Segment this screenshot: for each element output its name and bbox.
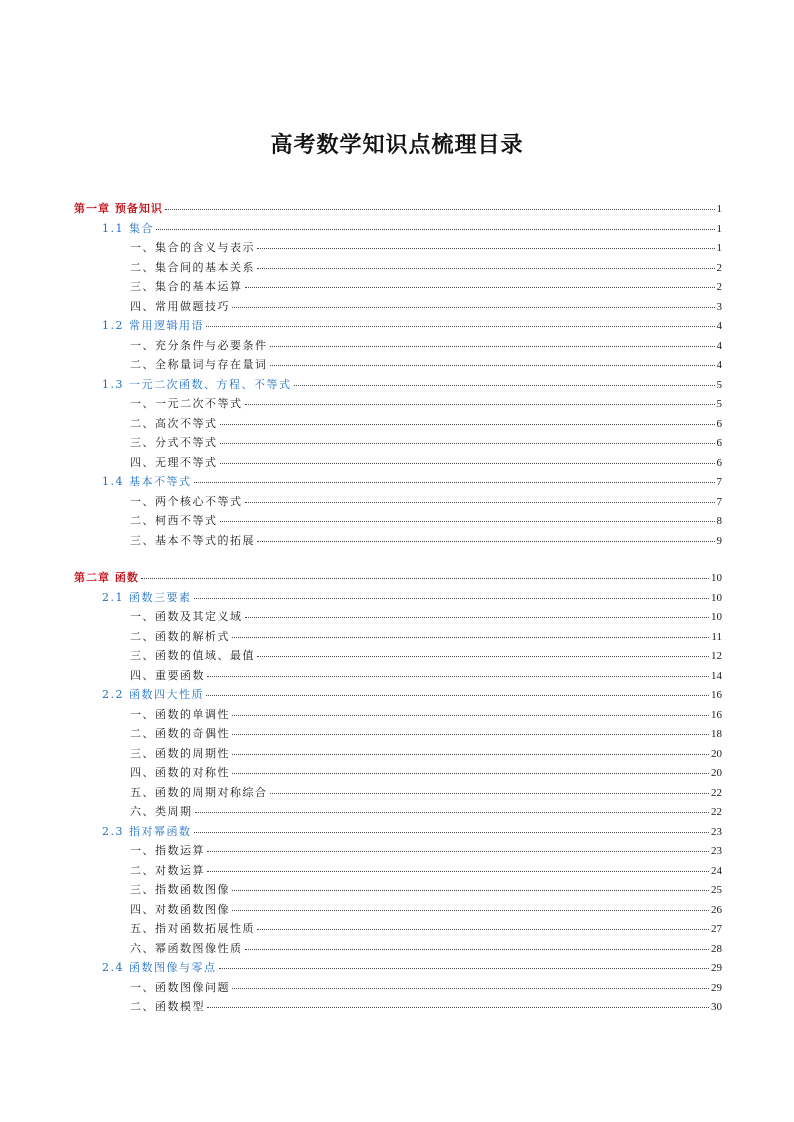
toc-entry-label: 三、分式不等式: [130, 436, 218, 449]
dot-leader: [194, 482, 715, 483]
toc-entry-label: 一、一元二次不等式: [130, 397, 243, 410]
dot-leader: [207, 1007, 709, 1008]
dot-leader: [257, 656, 709, 657]
toc-entry-label: 一、充分条件与必要条件: [130, 338, 268, 352]
toc-page-number: 4: [716, 339, 722, 352]
toc-page-number: 7: [716, 476, 722, 488]
dot-leader: [232, 307, 715, 308]
toc-section-entry[interactable]: [102, 378, 722, 392]
dot-leader: [195, 812, 710, 813]
toc-item-entry[interactable]: [130, 339, 722, 353]
toc-entry-label: 六、幂函数图像性质: [130, 941, 243, 955]
toc-entry-label: 三、指数函数图像: [130, 883, 230, 896]
dot-leader: [294, 385, 715, 386]
toc-entry-label: 三、函数的周期性: [130, 746, 230, 760]
toc-entry-label: 二、高次不等式: [130, 416, 218, 430]
dot-leader: [232, 637, 709, 638]
dot-leader: [257, 541, 715, 542]
page-title: 高考数学知识点梳理目录: [270, 132, 524, 158]
dot-leader: [257, 248, 715, 249]
toc-entry-label: 二、函数的解析式: [130, 629, 230, 643]
toc-item-entry[interactable]: [130, 436, 722, 450]
toc-item-entry[interactable]: [130, 883, 722, 897]
toc-page-number: 23: [711, 825, 722, 838]
toc-page-number: 4: [716, 359, 722, 371]
toc-page-number: 16: [711, 708, 722, 721]
toc-page-number: 10: [711, 591, 722, 604]
dot-leader: [207, 676, 709, 677]
toc-page-number: 11: [711, 630, 722, 643]
toc-page-number: 16: [711, 689, 722, 701]
toc-page-number: 1: [716, 203, 722, 215]
toc-page-number: 3: [716, 300, 722, 313]
toc-page-number: 8: [716, 515, 722, 527]
toc-page-number: 1: [716, 242, 722, 254]
toc-item-entry[interactable]: [130, 649, 722, 663]
toc-entry-label: 二、函数模型: [130, 1000, 205, 1013]
toc-page-number: 1: [716, 222, 722, 235]
toc-page-number: 24: [711, 864, 722, 877]
toc-page-number: 30: [711, 1001, 722, 1013]
dot-leader: [207, 871, 709, 872]
toc-page-number: 22: [711, 786, 722, 799]
toc-item-entry[interactable]: [130, 241, 722, 255]
toc-section-entry[interactable]: [102, 688, 722, 702]
toc-page-number: 6: [716, 437, 722, 449]
toc-page-number: 12: [711, 650, 722, 662]
dot-leader: [245, 949, 710, 950]
toc-item-entry[interactable]: [130, 630, 722, 644]
dot-leader: [232, 910, 709, 911]
toc-entry-label: 一、指数运算: [130, 844, 205, 857]
dot-leader: [245, 404, 715, 405]
toc-page-number: 27: [711, 923, 722, 935]
toc-page-number: 5: [716, 398, 722, 410]
dot-leader: [245, 502, 715, 503]
toc-page-number: 23: [711, 845, 722, 857]
dot-leader: [141, 578, 709, 579]
toc-entry-label: 五、指对函数拓展性质: [130, 922, 255, 935]
toc-section-entry[interactable]: [102, 961, 722, 975]
toc-item-entry[interactable]: [130, 903, 722, 917]
dot-leader: [206, 695, 709, 696]
dot-leader: [245, 287, 715, 288]
toc-entry-label: 二、对数运算: [130, 863, 205, 877]
toc-page-number: 4: [716, 320, 722, 332]
toc-page-number: 20: [711, 767, 722, 779]
toc-entry-label: 四、函数的对称性: [130, 766, 230, 779]
toc-page-number: 14: [711, 669, 722, 682]
toc-entry-label: 六、类周期: [130, 805, 193, 818]
dot-leader: [245, 617, 710, 618]
toc-item-entry[interactable]: [130, 495, 722, 509]
toc-item-entry[interactable]: [130, 514, 722, 528]
toc-item-entry[interactable]: [130, 669, 722, 683]
toc-page-number: 7: [716, 495, 722, 508]
dot-leader: [220, 521, 715, 522]
toc-entry-label: 三、函数的值域、最值: [130, 649, 255, 662]
dot-leader: [232, 988, 709, 989]
toc-page-number: 9: [716, 534, 722, 547]
toc-entry-label: 二、函数的奇偶性: [130, 727, 230, 740]
dot-leader: [232, 715, 709, 716]
toc-entry-label: 1.2 常用逻辑用语: [102, 319, 204, 332]
toc-item-entry[interactable]: [130, 786, 722, 800]
toc-entry-label: 一、函数的单调性: [130, 707, 230, 721]
toc-entry-label: 四、无理不等式: [130, 455, 218, 469]
toc-chapter-entry[interactable]: [74, 202, 722, 216]
toc-item-entry[interactable]: [130, 417, 722, 431]
toc-page-number: 29: [711, 962, 722, 974]
toc-page-number: 10: [711, 572, 722, 584]
toc-item-entry[interactable]: [130, 747, 722, 761]
dot-leader: [220, 463, 715, 464]
toc-section-entry[interactable]: [102, 825, 722, 839]
toc-entry-label: 一、两个核心不等式: [130, 494, 243, 508]
toc-entry-label: 三、基本不等式的拓展: [130, 533, 255, 547]
toc-item-entry[interactable]: [130, 397, 722, 411]
toc-item-entry[interactable]: [130, 358, 722, 372]
dot-leader: [220, 443, 715, 444]
toc-page-number: 28: [711, 942, 722, 955]
toc-item-entry[interactable]: [130, 864, 722, 878]
dot-leader: [232, 734, 709, 735]
toc-item-entry[interactable]: [130, 300, 722, 314]
toc-page-number: 26: [711, 903, 722, 916]
toc-entry-label: 1.3 一元二次函数、方程、不等式: [102, 377, 292, 391]
toc-item-entry[interactable]: [130, 981, 722, 995]
toc-chapter-entry[interactable]: [74, 571, 722, 585]
toc-entry-label: 第二章 函数: [74, 571, 139, 584]
dot-leader: [232, 890, 709, 891]
toc-item-entry[interactable]: [130, 708, 722, 722]
toc-entry-label: 一、集合的含义与表示: [130, 241, 255, 254]
dot-leader: [194, 832, 710, 833]
toc-page-number: 2: [716, 261, 722, 274]
toc-page-number: 5: [716, 378, 722, 391]
toc-page-number: 6: [716, 417, 722, 430]
dot-leader: [206, 326, 715, 327]
toc-item-entry[interactable]: [130, 534, 722, 548]
toc-item-entry[interactable]: [130, 942, 722, 956]
dot-leader: [156, 229, 715, 230]
toc-item-entry[interactable]: [130, 280, 722, 294]
toc-entry-label: 四、对数函数图像: [130, 902, 230, 916]
toc-entry-label: 第一章 预备知识: [74, 202, 163, 215]
toc-page-number: 20: [711, 747, 722, 760]
dot-leader: [257, 929, 709, 930]
toc-section-entry[interactable]: [102, 319, 722, 333]
toc-entry-label: 四、重要函数: [130, 668, 205, 682]
toc-item-entry[interactable]: [130, 844, 722, 858]
toc-page-number: 29: [711, 981, 722, 994]
toc-entry-label: 四、常用做题技巧: [130, 299, 230, 313]
dot-leader: [207, 851, 709, 852]
toc-entry-label: 一、函数图像问题: [130, 980, 230, 994]
toc-item-entry[interactable]: [130, 610, 722, 624]
dot-leader: [232, 773, 709, 774]
toc-item-entry[interactable]: [130, 1000, 722, 1014]
toc-entry-label: 二、全称量词与存在量词: [130, 358, 268, 371]
toc-entry-label: 二、集合间的基本关系: [130, 260, 255, 274]
toc-section-entry[interactable]: [102, 475, 722, 489]
toc-entry-label: 二、柯西不等式: [130, 514, 218, 527]
toc-page-number: 6: [716, 456, 722, 469]
toc-entry-label: 三、集合的基本运算: [130, 280, 243, 293]
dot-leader: [270, 793, 710, 794]
toc-entry-label: 2.3 指对幂函数: [102, 824, 192, 838]
toc-entry-label: 2.4 函数图像与零点: [102, 961, 217, 974]
toc-item-entry[interactable]: [130, 261, 722, 275]
toc-section-entry[interactable]: [102, 222, 722, 236]
dot-leader: [232, 754, 709, 755]
toc-entry-label: 2.2 函数四大性质: [102, 688, 204, 701]
dot-leader: [270, 365, 715, 366]
toc-entry-label: 五、函数的周期对称综合: [130, 785, 268, 799]
toc-entry-label: 一、函数及其定义域: [130, 610, 243, 623]
dot-leader: [220, 424, 715, 425]
toc-section-entry[interactable]: [102, 591, 722, 605]
toc-item-entry[interactable]: [130, 727, 722, 741]
dot-leader: [270, 346, 715, 347]
toc-item-entry[interactable]: [130, 456, 722, 470]
toc-page-number: 10: [711, 611, 722, 623]
toc-item-entry[interactable]: [130, 805, 722, 819]
toc-entry-label: 1.4 基本不等式: [102, 475, 192, 488]
toc-page-number: 18: [711, 728, 722, 740]
dot-leader: [257, 268, 715, 269]
toc-page-number: 2: [716, 281, 722, 293]
dot-leader: [219, 968, 710, 969]
toc-item-entry[interactable]: [130, 766, 722, 780]
toc-page-number: 22: [711, 806, 722, 818]
toc-item-entry[interactable]: [130, 922, 722, 936]
dot-leader: [194, 598, 710, 599]
toc-entry-label: 2.1 函数三要素: [102, 590, 192, 604]
dot-leader: [165, 209, 715, 210]
toc-entry-label: 1.1 集合: [102, 221, 154, 235]
toc-page-number: 25: [711, 884, 722, 896]
